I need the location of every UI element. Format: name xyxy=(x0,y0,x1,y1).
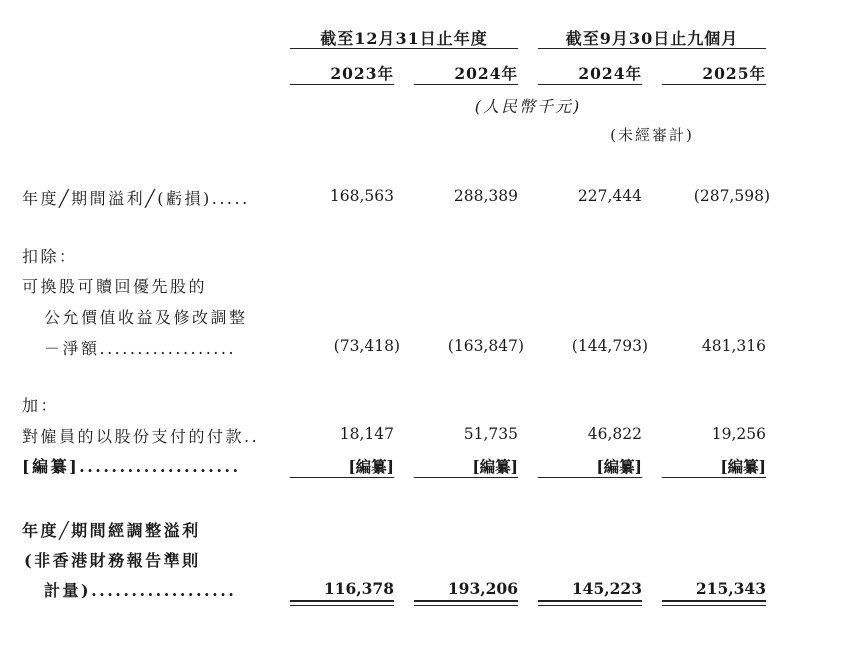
sbc-2025-9m: 19,256 xyxy=(711,425,766,443)
currency-note: (人民幣千元) xyxy=(474,97,582,116)
adjusted-2024-9m: 145,223 xyxy=(571,579,642,598)
total-double-line-top-1 xyxy=(290,600,394,602)
year-header-2025: 2025年 xyxy=(702,64,766,83)
adjusted-profit-label-line1: 年度╱期間經調整溢利 xyxy=(22,521,201,540)
deduct-label-line2: 公允價值收益及修改調整 xyxy=(44,308,248,327)
sbc-2024-9m: 46,822 xyxy=(587,425,642,443)
deduct-2024-9m: (144,793) xyxy=(571,337,648,355)
share-based-payment-label: 對僱員的以股份支付的付款.. xyxy=(22,427,260,446)
add-heading: 加： xyxy=(22,396,60,415)
year-underline-3 xyxy=(538,84,642,85)
deduct-label-line3: －淨額.................. xyxy=(44,339,237,358)
total-double-line-top-3 xyxy=(538,600,642,602)
profit-2024-9m: 227,444 xyxy=(577,187,642,205)
redacted-2024: [編纂] xyxy=(472,457,518,476)
total-double-line-top-2 xyxy=(414,600,518,602)
year-header-2024-annual: 2024年 xyxy=(454,64,518,83)
sbc-2024: 51,735 xyxy=(463,425,518,443)
subtotal-underline-3 xyxy=(538,477,642,478)
deduct-2023: (73,418) xyxy=(333,337,400,355)
header-group-nine-months-underline xyxy=(538,48,766,49)
subtotal-underline-4 xyxy=(662,477,766,478)
adjusted-profit-label-line3: 計量).................. xyxy=(44,581,237,600)
total-double-line-bottom-3 xyxy=(538,605,642,606)
year-header-2023: 2023年 xyxy=(330,64,394,83)
profit-2023: 168,563 xyxy=(329,187,394,205)
year-underline-1 xyxy=(290,84,394,85)
profit-loss-label: 年度╱期間溢利╱(虧損)..... xyxy=(22,189,250,208)
sbc-2023: 18,147 xyxy=(339,425,394,443)
deduct-label-line1: 可換股可贖回優先股的 xyxy=(22,277,208,296)
year-underline-2 xyxy=(414,84,518,85)
total-double-line-bottom-2 xyxy=(414,605,518,606)
year-header-2024-nine-months: 2024年 xyxy=(578,64,642,83)
deduct-2024: (163,847) xyxy=(447,337,524,355)
redacted-2023: [編纂] xyxy=(348,457,394,476)
subtotal-underline-1 xyxy=(290,477,394,478)
deduct-heading: 扣除： xyxy=(22,247,78,266)
year-underline-4 xyxy=(662,84,766,85)
subtotal-underline-2 xyxy=(414,477,518,478)
header-group-annual: 截至12月31日止年度 xyxy=(320,29,488,48)
redacted-label: [編纂].................... xyxy=(22,457,241,476)
adjusted-2023: 116,378 xyxy=(323,579,394,598)
adjusted-2024: 193,206 xyxy=(447,579,518,598)
total-double-line-top-4 xyxy=(662,600,766,602)
header-group-annual-underline xyxy=(290,48,518,49)
redacted-2024-9m: [編纂] xyxy=(596,457,642,476)
adjusted-profit-label-line2: (非香港財務報告準則 xyxy=(24,551,201,570)
header-group-nine-months: 截至9月30日止九個月 xyxy=(565,29,739,48)
unaudited-note: (未經審計) xyxy=(610,126,694,144)
redacted-2025-9m: [編纂] xyxy=(720,457,766,476)
profit-2025-9m: (287,598) xyxy=(693,187,770,205)
total-double-line-bottom-4 xyxy=(662,605,766,606)
total-double-line-bottom-1 xyxy=(290,605,394,606)
profit-2024: 288,389 xyxy=(453,187,518,205)
deduct-2025-9m: 481,316 xyxy=(701,337,766,355)
adjusted-2025-9m: 215,343 xyxy=(695,579,766,598)
